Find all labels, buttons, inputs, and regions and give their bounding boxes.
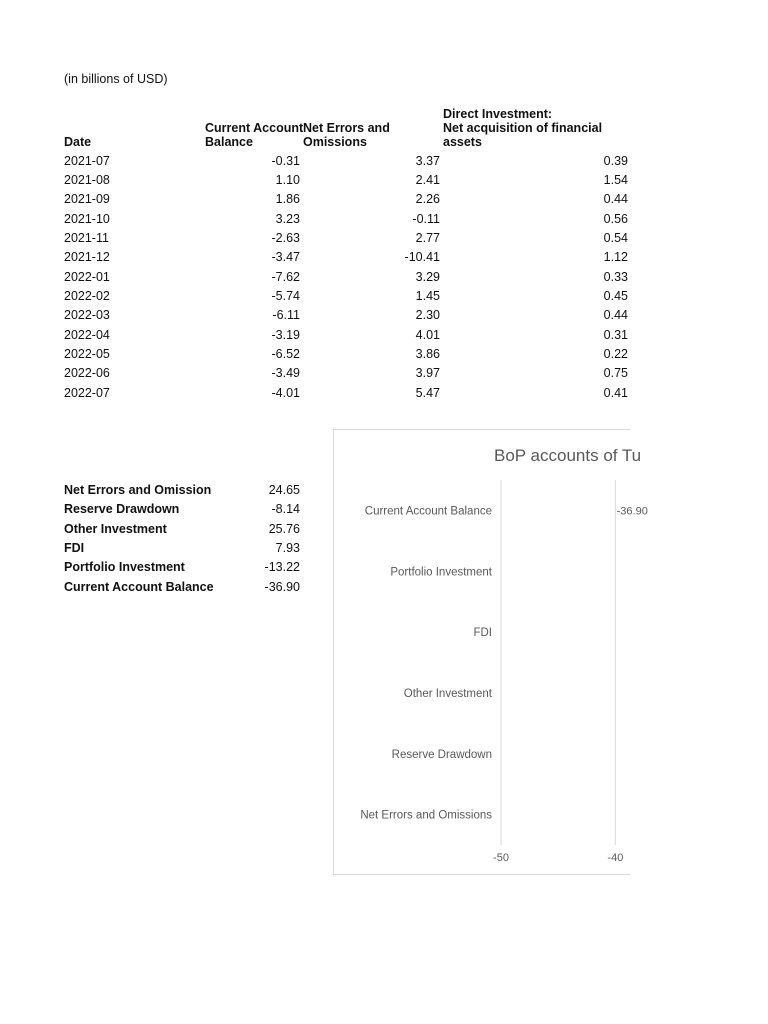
- header-current-account-line1: Current Account: [205, 121, 304, 135]
- summary-value: 25.76: [268, 522, 300, 536]
- current-account-cell: -6.11: [272, 308, 300, 322]
- category-label: FDI: [473, 627, 492, 640]
- current-account-cell: -3.49: [271, 366, 300, 380]
- summary-row: [0, 481, 330, 500]
- fdi-cell: 0.39: [603, 154, 628, 168]
- summary-row: [0, 558, 330, 577]
- errors-cell: 3.86: [415, 347, 440, 361]
- date-cell: 2021-08: [64, 173, 110, 187]
- date-cell: 2022-04: [64, 328, 110, 342]
- current-account-cell: -0.31: [271, 154, 300, 168]
- table-row: [0, 326, 768, 345]
- errors-cell: 2.26: [415, 192, 440, 206]
- current-account-cell: -4.01: [271, 386, 300, 400]
- header-fdi-line1: Direct Investment:: [443, 107, 553, 121]
- table-row: [0, 287, 768, 306]
- category-label: Portfolio Investment: [390, 566, 492, 579]
- x-tick-label: -50: [493, 852, 509, 864]
- date-cell: 2022-01: [64, 270, 110, 284]
- errors-cell: 5.47: [415, 386, 440, 400]
- summary-value: 24.65: [268, 483, 300, 497]
- fdi-cell: 0.44: [603, 308, 628, 322]
- fdi-cell: 0.22: [603, 347, 628, 361]
- table-row: [0, 210, 768, 229]
- category-label: Net Errors and Omissions: [360, 809, 492, 822]
- chart-plot: [334, 430, 648, 874]
- data-label: -36.90: [616, 505, 648, 518]
- header-errors-line1: Net Errors and: [303, 121, 390, 135]
- table-row: [0, 268, 768, 287]
- date-cell: 2021-09: [64, 192, 110, 206]
- units-note: (in billions of USD): [64, 72, 168, 86]
- table-row: [0, 190, 768, 209]
- summary-label: Portfolio Investment: [64, 560, 185, 574]
- date-cell: 2021-07: [64, 154, 110, 168]
- fdi-cell: 0.56: [603, 212, 628, 226]
- errors-cell: 3.29: [415, 270, 440, 284]
- fdi-cell: 0.31: [603, 328, 628, 342]
- errors-cell: 1.45: [415, 289, 440, 303]
- summary-label: Net Errors and Omission: [64, 483, 212, 497]
- date-cell: 2022-06: [64, 366, 110, 380]
- summary-row: [0, 520, 330, 539]
- header-fdi-line2: Net acquisition of financial: [443, 121, 603, 135]
- errors-cell: 2.77: [415, 231, 440, 245]
- current-account-cell: 1.10: [275, 173, 300, 187]
- fdi-cell: 0.33: [603, 270, 628, 284]
- current-account-cell: 1.86: [275, 192, 300, 206]
- fdi-cell: 0.75: [603, 366, 628, 380]
- table-row: [0, 171, 768, 190]
- table-row: [0, 248, 768, 267]
- table-row: [0, 345, 768, 364]
- date-cell: 2022-03: [64, 308, 110, 322]
- summary-label: Current Account Balance: [64, 580, 214, 594]
- fdi-cell: 1.54: [603, 173, 628, 187]
- current-account-cell: -2.63: [271, 231, 300, 245]
- header-date: Date: [64, 135, 92, 149]
- fdi-cell: 0.44: [603, 192, 628, 206]
- category-label: Other Investment: [403, 687, 492, 700]
- current-account-cell: -5.74: [271, 289, 300, 303]
- table-row: [0, 229, 768, 248]
- summary-row: [0, 578, 330, 597]
- fdi-cell: 0.45: [603, 289, 628, 303]
- errors-cell: 2.41: [415, 173, 440, 187]
- fdi-cell: 1.12: [603, 250, 628, 264]
- header-errors-line2: Omissions: [303, 135, 367, 149]
- bop-chart[interactable]: [333, 429, 648, 875]
- fdi-cell: 0.41: [603, 386, 628, 400]
- header-fdi-line3: assets: [443, 135, 482, 149]
- x-tick-label: -40: [607, 852, 624, 864]
- table-row: [0, 364, 768, 383]
- current-account-cell: -3.19: [271, 328, 300, 342]
- errors-cell: -10.41: [404, 250, 440, 264]
- summary-label: Other Investment: [64, 522, 167, 536]
- table-row: [0, 306, 768, 325]
- header-current-account-line2: Balance: [205, 135, 253, 149]
- summary-value: 7.93: [275, 541, 300, 555]
- current-account-cell: -3.47: [271, 250, 300, 264]
- date-cell: 2022-07: [64, 386, 110, 400]
- summary-row: [0, 500, 330, 519]
- table-row: [0, 384, 768, 403]
- date-cell: 2022-02: [64, 289, 110, 303]
- date-cell: 2022-05: [64, 347, 110, 361]
- errors-cell: 4.01: [415, 328, 440, 342]
- current-account-cell: -7.62: [271, 270, 300, 284]
- summary-label: FDI: [64, 541, 85, 555]
- errors-cell: 2.30: [415, 308, 440, 322]
- current-account-cell: 3.23: [275, 212, 300, 226]
- errors-cell: -0.11: [412, 212, 440, 226]
- summary-value: -36.90: [264, 580, 300, 594]
- fdi-cell: 0.54: [603, 231, 628, 245]
- chart-title: BoP accounts of Tu: [494, 446, 642, 465]
- current-account-cell: -6.52: [271, 347, 300, 361]
- summary-label: Reserve Drawdown: [64, 502, 180, 516]
- category-label: Reserve Drawdown: [391, 748, 492, 761]
- summary-value: -13.22: [264, 560, 300, 574]
- date-cell: 2021-11: [64, 231, 109, 245]
- date-cell: 2021-10: [64, 212, 110, 226]
- summary-value: -8.14: [271, 502, 300, 516]
- date-cell: 2021-12: [64, 250, 110, 264]
- errors-cell: 3.37: [415, 154, 440, 168]
- table-row: [0, 152, 768, 171]
- errors-cell: 3.97: [415, 366, 440, 380]
- category-label: Current Account Balance: [364, 505, 492, 518]
- summary-row: [0, 539, 330, 558]
